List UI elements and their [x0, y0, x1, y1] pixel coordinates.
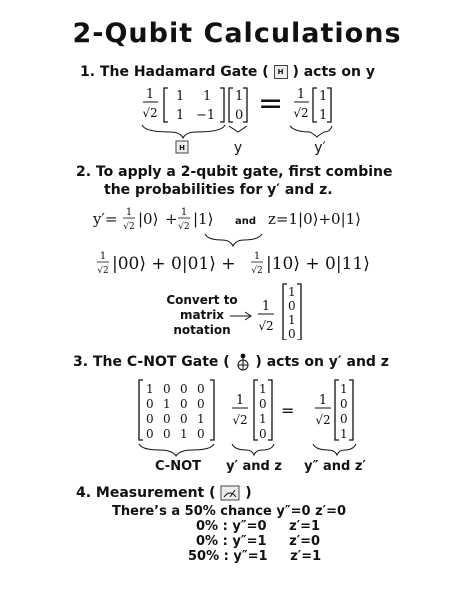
- frac-den-f: √2: [232, 413, 248, 427]
- cnot-matrix-cell: 0: [163, 427, 171, 441]
- vector-out-cell: 1: [340, 382, 348, 396]
- section3-heading: [73, 353, 389, 371]
- convert-note-line: Convert to: [166, 293, 238, 307]
- vector-cell: 1: [288, 285, 296, 299]
- section1-heading-post: ) acts on y: [292, 64, 375, 80]
- vector-out-cell: 1: [340, 427, 348, 441]
- ket0: |0⟩: [138, 210, 159, 228]
- frac-den-a: √2: [123, 222, 135, 232]
- cnot-matrix-cell: 0: [197, 427, 205, 441]
- frac-num-a: 1: [125, 207, 133, 218]
- label-in: y′ and z: [226, 459, 282, 474]
- cnot-matrix-cell: 0: [180, 397, 188, 411]
- cnot-matrix-cell: 1: [146, 382, 154, 396]
- matrix-cell: −1: [196, 108, 216, 123]
- frac-num-out: 1: [296, 87, 306, 102]
- frac-den-out: √2: [293, 106, 309, 120]
- cnot-matrix-cell: 0: [146, 397, 154, 411]
- combine-equations: [0, 200, 474, 340]
- vector-cell: 0: [288, 299, 296, 313]
- label-cnot: C-NOT: [154, 459, 202, 474]
- frac-den-g: √2: [315, 413, 331, 427]
- label-yprime: y′: [314, 140, 326, 156]
- vector-cell: 0: [288, 327, 296, 340]
- hadamard-gate-icon: H: [274, 65, 288, 79]
- cnot-gate-icon: [235, 353, 251, 371]
- frac-den-e: √2: [258, 319, 274, 333]
- frac-num-b: 1: [180, 207, 188, 218]
- plus-sign: +: [165, 210, 178, 228]
- vector-cell: 1: [288, 313, 296, 327]
- chance-line: There’s a 50% chance y″=0 z′=0: [112, 504, 347, 519]
- cnot-matrix-cell: 0: [163, 412, 171, 426]
- cnot-equation: [0, 374, 474, 474]
- section2-heading-line1: 2. To apply a 2-qubit gate, first combine: [76, 164, 393, 180]
- frac-den-c: √2: [97, 266, 109, 276]
- label-y: y: [233, 140, 243, 156]
- matrix-cell: 1: [203, 89, 212, 104]
- combined-part2: |10⟩ + 0|11⟩: [266, 254, 370, 274]
- measurement-row: 0% : y″=1 z′=0: [196, 534, 321, 549]
- cnot-matrix-cell: 1: [197, 412, 205, 426]
- frac-num-d: 1: [253, 251, 261, 262]
- page-title: 2-Qubit Calculations: [72, 18, 402, 49]
- cnot-matrix-cell: 1: [163, 397, 171, 411]
- vector-in-cell: 0: [259, 427, 267, 441]
- vector-out-cell: 0: [340, 412, 348, 426]
- vector-out-cell: 1: [319, 89, 328, 104]
- frac-num-g: 1: [318, 393, 328, 408]
- cnot-matrix-cell: 0: [180, 382, 188, 396]
- cnot-matrix-cell: 0: [180, 412, 188, 426]
- frac-den-b: √2: [178, 222, 190, 232]
- measurement-row: 50% : y″=1 z′=1: [188, 549, 322, 564]
- section1-heading-pre: 1. The Hadamard Gate (: [80, 64, 269, 80]
- cnot-matrix-cell: 0: [197, 397, 205, 411]
- cnot-matrix-cell: 0: [197, 382, 205, 396]
- frac-den: √2: [142, 106, 158, 120]
- convert-note-line: notation: [173, 323, 231, 337]
- measurement-row: 0% : y″=0 z′=1: [196, 519, 321, 534]
- frac-num: 1: [145, 87, 155, 102]
- vector-in-cell: 1: [259, 412, 267, 426]
- vector-out-cell: 1: [319, 108, 328, 123]
- convert-note-line: matrix: [179, 308, 225, 322]
- label-out: y″ and z′: [304, 459, 366, 474]
- cnot-matrix-cell: 0: [146, 427, 154, 441]
- ket1: |1⟩: [193, 210, 214, 228]
- frac-num-f: 1: [235, 393, 245, 408]
- section1-heading: [80, 64, 375, 80]
- combined-part1: |00⟩ + 0|01⟩ +: [112, 254, 236, 274]
- frac-den-d: √2: [251, 266, 263, 276]
- measurement-meter-icon: [220, 485, 240, 501]
- matrix-cell: 1: [176, 108, 185, 123]
- frac-num-c: 1: [99, 251, 107, 262]
- section4-heading: [76, 485, 252, 501]
- equals-sign: =: [281, 401, 295, 420]
- vector-in-cell: 0: [259, 397, 267, 411]
- cnot-matrix-cell: 0: [163, 382, 171, 396]
- frac-num-e: 1: [261, 299, 271, 314]
- vector-in-cell: 1: [235, 89, 244, 104]
- matrix-cell: 1: [176, 89, 185, 104]
- cnot-matrix-cell: 0: [146, 412, 154, 426]
- section4-heading-pre: 4. Measurement (: [76, 485, 216, 501]
- and-word: and: [235, 216, 257, 227]
- section2-heading-line2: the probabilities for y′ and z.: [104, 182, 333, 198]
- section3-heading-post: ) acts on y′ and z: [255, 354, 389, 370]
- hadamard-equation: [0, 80, 474, 160]
- vector-in-cell: 1: [259, 382, 267, 396]
- section3-heading-pre: 3. The C-NOT Gate (: [73, 354, 230, 370]
- z-expression: z=1|0⟩+0|1⟩: [268, 210, 362, 228]
- gate-label: H: [179, 144, 185, 152]
- section4-heading-post: ): [245, 485, 252, 501]
- yprime-lhs: y′=: [93, 210, 118, 228]
- cnot-matrix-cell: 1: [180, 427, 188, 441]
- vector-in-cell: 0: [235, 108, 244, 123]
- equals-sign: =: [258, 86, 284, 121]
- vector-out-cell: 0: [340, 397, 348, 411]
